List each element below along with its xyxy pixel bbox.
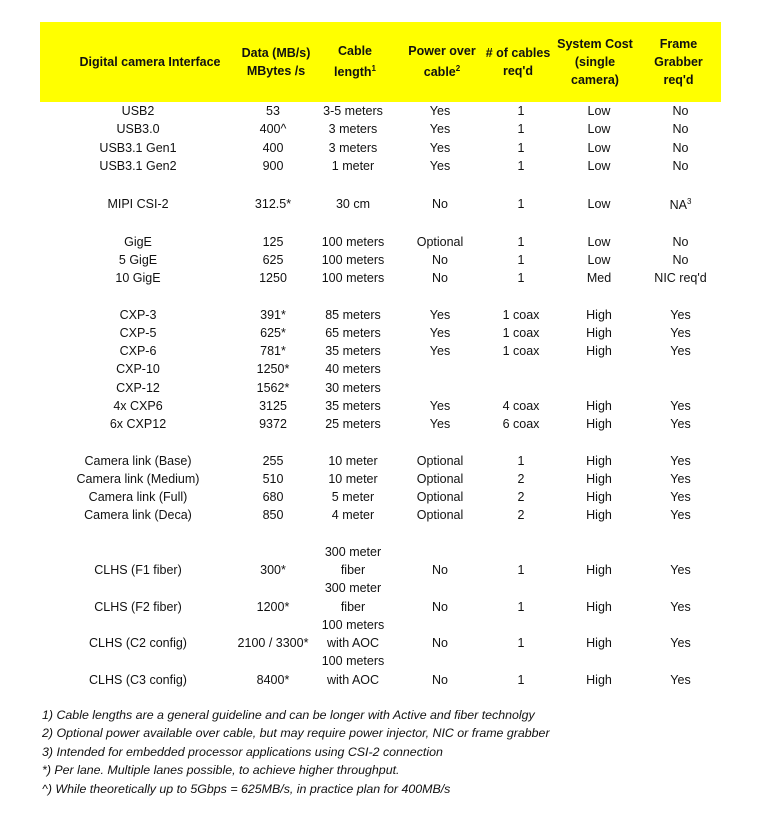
cables-cell: 1 bbox=[517, 140, 525, 155]
interface-cell: 6x CXP12 bbox=[109, 417, 167, 432]
power-cell: Optional bbox=[416, 490, 464, 505]
header-system-cost bbox=[552, 22, 638, 102]
group-spacer bbox=[40, 213, 721, 232]
cable-length-cell: 25 meters bbox=[325, 417, 381, 432]
data-rate-cell: 781* bbox=[260, 344, 286, 359]
group-spacer bbox=[40, 525, 721, 543]
cost-cell: High bbox=[586, 508, 612, 523]
table-row bbox=[40, 269, 721, 287]
grabber-cell bbox=[640, 379, 721, 397]
header-power bbox=[392, 22, 492, 102]
spacer-cell bbox=[40, 175, 721, 195]
cable-length-cell bbox=[310, 579, 396, 616]
cost-cell: High bbox=[586, 453, 612, 468]
cable-length-cell: 35 meters bbox=[325, 399, 381, 413]
header-cables bbox=[480, 22, 556, 102]
data-rate-cell: 2100 / 3300* bbox=[237, 636, 309, 651]
data-rate-cell: 900 bbox=[262, 159, 284, 174]
table-row bbox=[40, 102, 721, 120]
grabber-cell bbox=[640, 195, 721, 213]
table-row bbox=[40, 616, 721, 653]
interface-cell: CXP-3 bbox=[119, 307, 157, 322]
header-cost-line1: System Cost bbox=[557, 37, 633, 51]
cables-cell: 6 coax bbox=[502, 417, 540, 432]
cost-cell: High bbox=[586, 562, 612, 577]
header-cost-line2: (single bbox=[574, 55, 616, 69]
cables-cell: 1 bbox=[517, 453, 525, 468]
cable-length-cell: 65 meters bbox=[325, 325, 381, 340]
interface-cell: 4x CXP6 bbox=[113, 399, 163, 413]
table-row bbox=[40, 324, 721, 342]
grabber-cell bbox=[640, 360, 721, 378]
power-cell: Yes bbox=[429, 122, 451, 137]
cable-length-cell: 3-5 meters bbox=[323, 104, 383, 119]
cables-cell: 1 coax bbox=[502, 307, 540, 322]
data-rate-cell: 9372 bbox=[259, 417, 287, 432]
grabber-cell: Yes bbox=[670, 508, 691, 523]
footnote-5: ^) While theoretically up to 5Gbps = 625MB/s, in practice plan for 400MB/s bbox=[42, 781, 451, 796]
table-row bbox=[40, 415, 721, 433]
interface-cell: USB2 bbox=[121, 104, 155, 119]
table-row bbox=[40, 506, 721, 524]
header-cost-line3: camera) bbox=[571, 73, 619, 87]
data-rate-cell: 3125 bbox=[259, 399, 287, 413]
power-cell: Optional bbox=[416, 453, 464, 468]
cables-cell: 1 bbox=[517, 234, 525, 249]
table-row bbox=[40, 232, 721, 250]
interface-cell: CXP-12 bbox=[116, 380, 160, 395]
table-row bbox=[40, 305, 721, 323]
spacer-cell bbox=[40, 213, 721, 232]
header-cables-line2: req'd bbox=[502, 64, 534, 78]
table-row bbox=[40, 488, 721, 506]
cable-length-line1: 300 meter bbox=[324, 581, 382, 596]
cable-length-cell: 30 meters bbox=[325, 380, 381, 395]
spacer-cell bbox=[40, 287, 721, 305]
grabber-cell: Yes bbox=[670, 471, 691, 486]
cost-cell: High bbox=[586, 307, 612, 322]
grabber-cell: Yes bbox=[670, 672, 691, 687]
table-row bbox=[40, 470, 721, 488]
data-rate-cell: 625* bbox=[260, 325, 286, 340]
interface-cell: Camera link (Full) bbox=[88, 490, 188, 505]
grabber-footnote-mark: 3 bbox=[686, 196, 692, 206]
data-rate-cell: 400^ bbox=[259, 122, 287, 137]
data-rate-cell: 1250 bbox=[259, 271, 287, 286]
data-rate-cell: 300* bbox=[260, 562, 286, 577]
grabber-cell: Yes bbox=[670, 417, 691, 432]
footnote-3: 3) Intended for embedded processor applications using CSI-2 connection bbox=[42, 744, 443, 759]
interface-cell: CLHS (C2 config) bbox=[89, 636, 187, 651]
power-cell: No bbox=[432, 252, 448, 267]
cables-cell: 1 bbox=[517, 104, 525, 119]
interface-cell: CXP-10 bbox=[116, 362, 160, 377]
cables-cell: 1 bbox=[517, 636, 525, 651]
cable-length-cell: 1 meter bbox=[331, 159, 375, 174]
data-rate-cell: 1562* bbox=[256, 380, 290, 395]
power-cell bbox=[396, 379, 484, 397]
table-row bbox=[40, 251, 721, 269]
cable-length-cell: 10 meter bbox=[328, 453, 378, 468]
table-row bbox=[40, 579, 721, 616]
cables-cell: 1 bbox=[517, 197, 525, 212]
cost-cell bbox=[558, 379, 640, 397]
cables-cell: 1 bbox=[517, 122, 525, 137]
cables-cell: 2 bbox=[517, 508, 525, 523]
cable-length-line1: 100 meters bbox=[321, 654, 385, 669]
cable-length-cell: 100 meters bbox=[321, 271, 385, 286]
data-rate-cell: 53 bbox=[266, 104, 280, 119]
grabber-cell: Yes bbox=[670, 344, 691, 359]
data-rate-cell: 312.5* bbox=[254, 197, 292, 212]
data-rate-cell: 625 bbox=[262, 252, 284, 267]
cost-cell: Low bbox=[587, 234, 611, 249]
group-spacer bbox=[40, 175, 721, 195]
cable-length-cell: 40 meters bbox=[325, 362, 381, 377]
power-cell: No bbox=[432, 271, 448, 286]
grabber-text: NA bbox=[669, 197, 687, 212]
interface-cell: Camera link (Base) bbox=[84, 453, 192, 468]
table-row bbox=[40, 342, 721, 360]
cost-cell: High bbox=[586, 325, 612, 340]
table-row bbox=[40, 139, 721, 157]
cost-cell: High bbox=[586, 399, 612, 413]
cables-cell: 1 bbox=[517, 672, 525, 687]
header-frame-grabber bbox=[636, 22, 721, 102]
grabber-cell: Yes bbox=[670, 307, 691, 322]
footnote-2: 2) Optional power available over cable, but may require power injector, NIC or frame grabber bbox=[42, 726, 550, 741]
data-rate-cell: 125 bbox=[262, 234, 284, 249]
power-cell: No bbox=[432, 599, 448, 614]
cost-cell: Med bbox=[586, 271, 612, 286]
cost-cell: High bbox=[586, 599, 612, 614]
cost-cell: Low bbox=[587, 122, 611, 137]
cable-length-cell: 3 meters bbox=[328, 140, 378, 155]
grabber-cell: No bbox=[672, 252, 689, 267]
grabber-cell: No bbox=[672, 122, 689, 137]
power-cell: Yes bbox=[429, 159, 451, 174]
cable-length-line1: 100 meters bbox=[321, 617, 385, 632]
interface-cell: CLHS (F2 fiber) bbox=[94, 599, 182, 614]
power-cell: Yes bbox=[429, 325, 451, 340]
data-rate-cell: 850 bbox=[262, 508, 284, 523]
power-cell: No bbox=[432, 562, 448, 577]
interface-cell: CLHS (C3 config) bbox=[89, 672, 187, 687]
grabber-cell: NIC req'd bbox=[654, 271, 707, 286]
cables-cell: 1 bbox=[517, 562, 525, 577]
interface-cell: USB3.1 Gen1 bbox=[99, 140, 177, 155]
table-row bbox=[40, 360, 721, 378]
power-cell: No bbox=[432, 197, 448, 212]
cable-length-cell: 10 meter bbox=[328, 471, 378, 486]
power-cell: No bbox=[432, 636, 448, 651]
cost-cell: Low bbox=[587, 252, 611, 267]
header-cable-line1: Cable bbox=[337, 44, 373, 59]
cost-cell: High bbox=[586, 636, 612, 651]
cables-cell: 4 coax bbox=[502, 399, 540, 413]
grabber-cell: No bbox=[672, 140, 689, 155]
power-cell: Yes bbox=[429, 399, 451, 413]
power-cell: No bbox=[432, 672, 448, 687]
cost-cell: High bbox=[586, 471, 612, 486]
table-row bbox=[40, 120, 721, 138]
data-rate-cell: 391* bbox=[260, 307, 286, 322]
cable-length-cell: 5 meter bbox=[331, 490, 375, 505]
power-cell: Yes bbox=[429, 417, 451, 432]
power-cell: Yes bbox=[429, 307, 451, 322]
cost-cell: High bbox=[586, 490, 612, 505]
cables-cell: 1 bbox=[517, 599, 525, 614]
data-rate-cell: 1200* bbox=[256, 599, 290, 614]
interface-cell: GigE bbox=[124, 234, 152, 249]
footnotes bbox=[42, 706, 742, 798]
header-cable-sup: 1 bbox=[371, 64, 376, 74]
cost-cell: Low bbox=[587, 104, 611, 119]
data-rate-cell: 1250* bbox=[256, 362, 290, 377]
power-cell: Optional bbox=[416, 234, 464, 249]
header-frame-line1: Frame bbox=[659, 37, 698, 51]
power-cell bbox=[396, 360, 484, 378]
cost-cell: Low bbox=[587, 197, 611, 212]
grabber-cell: Yes bbox=[670, 562, 691, 577]
spacer-cell bbox=[40, 525, 721, 543]
interface-cell: CLHS (F1 fiber) bbox=[94, 562, 182, 577]
interface-cell: 10 GigE bbox=[115, 271, 161, 286]
header-frame-line3: req'd bbox=[663, 73, 694, 87]
power-cell: Yes bbox=[429, 344, 451, 359]
cable-length-line2: fiber bbox=[340, 599, 366, 614]
cost-cell bbox=[558, 360, 640, 378]
footnote-1: 1) Cable lengths are a general guideline and can be longer with Active and fiber technolgy bbox=[42, 708, 535, 722]
grabber-cell: No bbox=[672, 104, 689, 119]
cost-cell: High bbox=[586, 417, 612, 432]
cables-cell: 1 bbox=[517, 159, 525, 174]
group-spacer bbox=[40, 433, 721, 451]
table-header bbox=[40, 22, 721, 102]
header-frame-line2: Grabber bbox=[654, 55, 703, 69]
table-row bbox=[40, 195, 721, 213]
cables-cell: 2 bbox=[517, 471, 525, 486]
cable-length-line2: with AOC bbox=[326, 636, 380, 651]
spacer-cell bbox=[40, 433, 721, 451]
cables-cell: 1 bbox=[517, 252, 525, 267]
header-power-sup: 2 bbox=[455, 64, 461, 74]
header-power-line1: Power over bbox=[408, 44, 476, 59]
cost-cell: Low bbox=[587, 140, 611, 155]
header-cables-line1: # of cables bbox=[485, 46, 551, 60]
group-spacer bbox=[40, 287, 721, 305]
table-row bbox=[40, 157, 721, 175]
cables-cell: 1 coax bbox=[502, 325, 540, 340]
cable-length-line1: 300 meter bbox=[324, 544, 382, 559]
cables-cell bbox=[484, 360, 558, 378]
cable-length-cell: 35 meters bbox=[325, 344, 381, 359]
interface-cell: Camera link (Deca) bbox=[84, 508, 192, 523]
data-rate-cell: 510 bbox=[262, 471, 284, 486]
interface-cell: CXP-6 bbox=[119, 344, 157, 359]
header-cable-line2: length bbox=[334, 65, 372, 80]
grabber-cell: No bbox=[672, 234, 689, 249]
interface-cell: MIPI CSI-2 bbox=[107, 197, 169, 212]
grabber-cell: Yes bbox=[670, 490, 691, 505]
interface-cell: Camera link (Medium) bbox=[76, 471, 200, 486]
power-cell: Yes bbox=[429, 104, 451, 119]
grabber-cell: Yes bbox=[670, 325, 691, 340]
cost-cell: High bbox=[586, 344, 612, 359]
cables-cell bbox=[484, 379, 558, 397]
cable-length-line2: fiber bbox=[340, 562, 366, 577]
cable-length-cell bbox=[310, 652, 396, 689]
cables-cell: 1 coax bbox=[502, 344, 540, 359]
cable-length-line2: with AOC bbox=[326, 672, 380, 687]
cable-length-cell bbox=[310, 543, 396, 580]
table-row bbox=[40, 652, 721, 689]
header-data-line1: Data (MB/s) bbox=[241, 46, 311, 60]
cable-length-cell: 3 meters bbox=[328, 122, 378, 137]
power-cell: Optional bbox=[416, 471, 464, 486]
interface-cell: USB3.1 Gen2 bbox=[99, 159, 177, 174]
cables-cell: 2 bbox=[517, 490, 525, 505]
interface-cell: CXP-5 bbox=[119, 325, 157, 340]
header-interface-text: Digital camera Interface bbox=[79, 55, 221, 69]
data-rate-cell: 8400* bbox=[256, 672, 290, 687]
grabber-cell: Yes bbox=[670, 599, 691, 614]
cable-length-cell: 100 meters bbox=[321, 234, 385, 249]
header-power-line2: cable bbox=[423, 65, 456, 80]
grabber-cell: No bbox=[672, 159, 689, 174]
data-rate-cell: 400 bbox=[262, 140, 284, 155]
power-cell: Optional bbox=[416, 508, 464, 523]
cables-cell: 1 bbox=[517, 271, 525, 286]
cable-length-cell: 4 meter bbox=[331, 508, 375, 523]
footnote-4: *) Per lane. Multiple lanes possible, to achieve higher throughput. bbox=[42, 763, 400, 778]
table-row bbox=[40, 397, 721, 415]
comparison-table bbox=[40, 102, 721, 689]
table-row bbox=[40, 379, 721, 397]
header-data-line2: MBytes /s bbox=[246, 64, 306, 78]
cable-length-cell: 30 cm bbox=[335, 197, 371, 212]
cost-cell: High bbox=[586, 672, 612, 687]
table-row bbox=[40, 543, 721, 580]
header-cable-length bbox=[308, 22, 402, 102]
grabber-cell: Yes bbox=[670, 399, 691, 413]
data-rate-cell: 680 bbox=[262, 490, 284, 505]
cable-length-cell: 100 meters bbox=[321, 252, 385, 267]
cable-length-cell: 85 meters bbox=[325, 307, 381, 322]
interface-cell: 5 GigE bbox=[118, 252, 158, 267]
cable-length-cell bbox=[310, 616, 396, 653]
interface-cell: USB3.0 bbox=[116, 122, 160, 137]
cost-cell: Low bbox=[587, 159, 611, 174]
data-rate-cell: 255 bbox=[262, 453, 284, 468]
table-row bbox=[40, 451, 721, 469]
power-cell: Yes bbox=[429, 140, 451, 155]
grabber-cell: Yes bbox=[670, 636, 691, 651]
grabber-cell: Yes bbox=[670, 453, 691, 468]
